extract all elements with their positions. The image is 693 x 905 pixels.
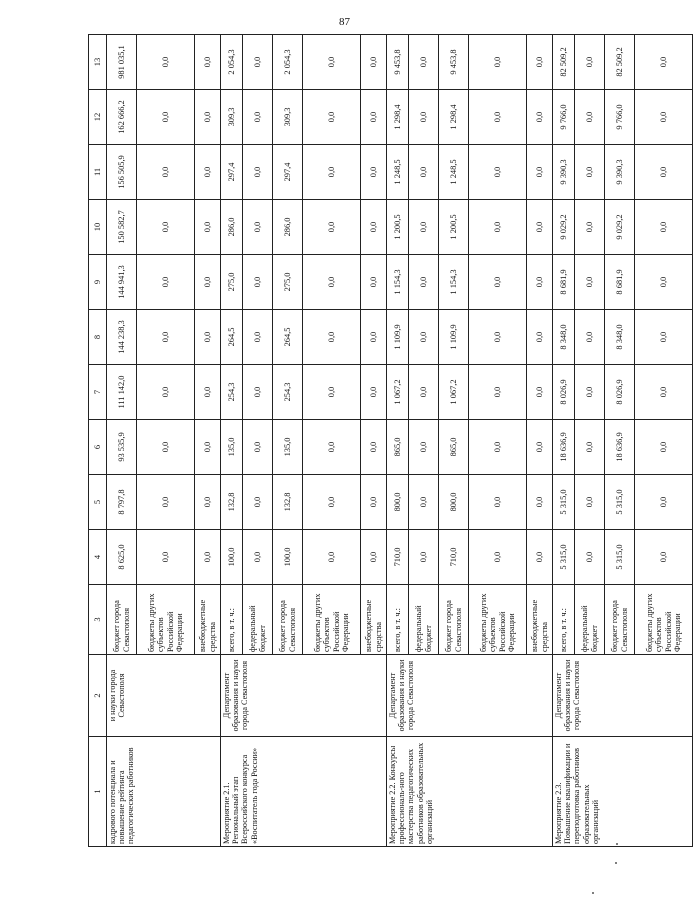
funding-source-cell: бюджеты других субъектов Российской Федерации (137, 585, 195, 655)
value-cell: 264,5 (221, 310, 243, 365)
value-cell: 132,8 (221, 475, 243, 530)
value-cell: 0,0 (195, 200, 221, 255)
value-cell: 5 315,0 (553, 475, 575, 530)
value-cell: 9 029,2 (605, 200, 635, 255)
value-cell: 297,4 (273, 145, 303, 200)
value-cell: 1 200,5 (387, 200, 409, 255)
value-cell: 0,0 (303, 530, 361, 585)
funding-source-cell: бюджет города Севастополя (605, 585, 635, 655)
value-cell: 0,0 (137, 310, 195, 365)
value-cell: 8 681,9 (553, 255, 575, 310)
value-cell: 100,0 (221, 530, 243, 585)
value-cell: 0,0 (303, 475, 361, 530)
value-cell: 8 026,9 (553, 365, 575, 420)
value-cell: 981 035,1 (107, 35, 137, 90)
value-cell: 254,3 (221, 365, 243, 420)
value-cell: 8 348,0 (605, 310, 635, 365)
value-cell: 135,0 (221, 420, 243, 475)
value-cell: 286,0 (221, 200, 243, 255)
scan-speck (615, 862, 617, 864)
funding-source-cell: всего, в т. ч.: (387, 585, 409, 655)
value-cell: 297,4 (221, 145, 243, 200)
value-cell: 0,0 (303, 255, 361, 310)
value-cell: 9 766,0 (553, 90, 575, 145)
value-cell: 0,0 (243, 200, 273, 255)
value-cell: 0,0 (137, 200, 195, 255)
value-cell: 710,0 (439, 530, 469, 585)
value-cell: 0,0 (195, 90, 221, 145)
value-cell: 0,0 (409, 255, 439, 310)
activity-name-cell: Мероприятие 2.3. Повышение квалификации и переподготовка работников образовательных организаций (553, 737, 693, 847)
value-cell: 0,0 (195, 310, 221, 365)
value-cell: 0,0 (361, 365, 387, 420)
value-cell: 0,0 (243, 475, 273, 530)
value-cell: 0,0 (303, 200, 361, 255)
value-cell: 254,3 (273, 365, 303, 420)
value-cell: 0,0 (635, 200, 693, 255)
column-header: 10 (89, 200, 107, 255)
value-cell: 0,0 (137, 420, 195, 475)
value-cell: 0,0 (243, 530, 273, 585)
value-cell: 144 238,3 (107, 310, 137, 365)
value-cell: 0,0 (527, 255, 553, 310)
value-cell: 0,0 (243, 90, 273, 145)
value-cell: 18 636,9 (605, 420, 635, 475)
funding-source-cell: бюджет города Севастополя (273, 585, 303, 655)
value-cell: 93 535,9 (107, 420, 137, 475)
value-cell: 0,0 (469, 90, 527, 145)
value-cell: 0,0 (409, 35, 439, 90)
budget-table (88, 34, 693, 847)
value-cell: 0,0 (469, 310, 527, 365)
value-cell: 132,8 (273, 475, 303, 530)
value-cell: 0,0 (527, 145, 553, 200)
funding-source-cell: бюджеты других субъектов Российской Федерации (303, 585, 361, 655)
value-cell: 100,0 (273, 530, 303, 585)
column-header: 9 (89, 255, 107, 310)
value-cell: 0,0 (469, 35, 527, 90)
value-cell: 5 315,0 (605, 530, 635, 585)
value-cell: 0,0 (575, 420, 605, 475)
value-cell: 1 154,3 (439, 255, 469, 310)
scan-speck (592, 892, 594, 894)
value-cell: 0,0 (409, 475, 439, 530)
value-cell: 0,0 (575, 530, 605, 585)
value-cell: 1 109,9 (387, 310, 409, 365)
value-cell: 0,0 (469, 365, 527, 420)
funding-source-cell: всего, в т. ч.: (221, 585, 243, 655)
value-cell: 9 029,2 (553, 200, 575, 255)
value-cell: 0,0 (469, 530, 527, 585)
column-header: 8 (89, 310, 107, 365)
column-header: 11 (89, 145, 107, 200)
value-cell: 0,0 (409, 200, 439, 255)
value-cell: 9 390,3 (553, 145, 575, 200)
value-cell: 0,0 (303, 145, 361, 200)
page-number: 87 (339, 16, 350, 28)
value-cell: 0,0 (527, 310, 553, 365)
value-cell: 9 390,3 (605, 145, 635, 200)
value-cell: 0,0 (575, 475, 605, 530)
value-cell: 0,0 (575, 365, 605, 420)
value-cell: 8 348,0 (553, 310, 575, 365)
value-cell: 135,0 (273, 420, 303, 475)
value-cell: 0,0 (195, 475, 221, 530)
value-cell: 0,0 (635, 90, 693, 145)
value-cell: 0,0 (409, 420, 439, 475)
value-cell: 9 453,8 (387, 35, 409, 90)
value-cell: 0,0 (635, 310, 693, 365)
value-cell: 0,0 (303, 420, 361, 475)
value-cell: 865,0 (439, 420, 469, 475)
value-cell: 0,0 (469, 475, 527, 530)
value-cell: 0,0 (195, 365, 221, 420)
funding-source-cell: бюджет города Севастополя (107, 585, 137, 655)
value-cell: 0,0 (635, 365, 693, 420)
value-cell: 0,0 (469, 200, 527, 255)
value-cell: 0,0 (303, 90, 361, 145)
value-cell: 0,0 (527, 365, 553, 420)
value-cell: 0,0 (243, 310, 273, 365)
value-cell: 5 315,0 (605, 475, 635, 530)
funding-source-cell: внебюджетные средства (527, 585, 553, 655)
value-cell: 82 509,2 (553, 35, 575, 90)
executor-cell: Департамент образования и науки города Севастополя (553, 655, 693, 737)
value-cell: 0,0 (361, 530, 387, 585)
value-cell: 1 067,2 (387, 365, 409, 420)
value-cell: 0,0 (361, 200, 387, 255)
value-cell: 2 054,3 (273, 35, 303, 90)
value-cell: 0,0 (303, 35, 361, 90)
value-cell: 0,0 (195, 145, 221, 200)
column-header: 2 (89, 655, 107, 737)
funding-source-cell: внебюджетные средства (195, 585, 221, 655)
value-cell: 0,0 (409, 90, 439, 145)
value-cell: 0,0 (527, 90, 553, 145)
header-row (89, 35, 107, 847)
executor-cell: Департамент образования и науки города Севастополя (387, 655, 553, 737)
value-cell: 1 298,4 (387, 90, 409, 145)
value-cell: 1 109,9 (439, 310, 469, 365)
value-cell: 264,5 (273, 310, 303, 365)
funding-source-cell: бюджет города Севастополя (439, 585, 469, 655)
column-header: 5 (89, 475, 107, 530)
value-cell: 0,0 (575, 35, 605, 90)
value-cell: 0,0 (469, 420, 527, 475)
value-cell: 0,0 (361, 420, 387, 475)
value-cell: 1 248,5 (439, 145, 469, 200)
value-cell: 0,0 (575, 200, 605, 255)
column-header: 4 (89, 530, 107, 585)
value-cell: 8 797,8 (107, 475, 137, 530)
value-cell: 0,0 (635, 420, 693, 475)
table-body (89, 35, 693, 847)
funding-source-cell: федеральный бюджет (409, 585, 439, 655)
funding-source-cell: федеральный бюджет (243, 585, 273, 655)
value-cell: 82 509,2 (605, 35, 635, 90)
value-cell: 0,0 (575, 145, 605, 200)
table-row (107, 35, 137, 847)
value-cell: 9 453,8 (439, 35, 469, 90)
value-cell: 8 625,0 (107, 530, 137, 585)
value-cell: 0,0 (635, 255, 693, 310)
value-cell: 0,0 (137, 530, 195, 585)
value-cell: 0,0 (469, 145, 527, 200)
value-cell: 144 941,3 (107, 255, 137, 310)
column-header: 7 (89, 365, 107, 420)
value-cell: 275,0 (221, 255, 243, 310)
value-cell: 0,0 (361, 475, 387, 530)
funding-source-cell: внебюджетные средства (361, 585, 387, 655)
column-header: 13 (89, 35, 107, 90)
value-cell: 1 298,4 (439, 90, 469, 145)
value-cell: 18 636,9 (553, 420, 575, 475)
value-cell: 865,0 (387, 420, 409, 475)
value-cell: 2 054,3 (221, 35, 243, 90)
value-cell: 0,0 (195, 530, 221, 585)
value-cell: 0,0 (527, 475, 553, 530)
table-row (387, 35, 409, 847)
value-cell: 0,0 (575, 310, 605, 365)
value-cell: 0,0 (243, 255, 273, 310)
executor-cell: и науки города Севастополя (107, 655, 221, 737)
activity-name-cell: кадрового потенциала и повышение рейтинга педагогических работников (107, 737, 221, 847)
value-cell: 0,0 (195, 35, 221, 90)
value-cell: 309,3 (273, 90, 303, 145)
value-cell: 0,0 (409, 365, 439, 420)
value-cell: 1 154,3 (387, 255, 409, 310)
value-cell: 0,0 (361, 145, 387, 200)
funding-source-cell: бюджеты других субъектов Российской Федерации (635, 585, 693, 655)
value-cell: 286,0 (273, 200, 303, 255)
value-cell: 150 582,7 (107, 200, 137, 255)
column-header: 6 (89, 420, 107, 475)
value-cell: 111 142,0 (107, 365, 137, 420)
value-cell: 0,0 (361, 310, 387, 365)
value-cell: 0,0 (137, 90, 195, 145)
rotated-table-frame (88, 35, 682, 847)
executor-cell: Департамент образования и науки города Севастополя (221, 655, 387, 737)
value-cell: 0,0 (243, 145, 273, 200)
value-cell: 0,0 (137, 255, 195, 310)
value-cell: 1 248,5 (387, 145, 409, 200)
table-row (553, 35, 575, 847)
value-cell: 0,0 (527, 35, 553, 90)
value-cell: 0,0 (469, 255, 527, 310)
value-cell: 5 315,0 (553, 530, 575, 585)
column-header: 12 (89, 90, 107, 145)
value-cell: 0,0 (575, 255, 605, 310)
activity-name-cell: Мероприятие 2.2. Конкурсы профессиональ-ного мастерства педагогических работников образовательных организаций (387, 737, 553, 847)
value-cell: 0,0 (137, 145, 195, 200)
value-cell: 156 505,9 (107, 145, 137, 200)
value-cell: 800,0 (439, 475, 469, 530)
value-cell: 0,0 (635, 475, 693, 530)
table-row (221, 35, 243, 847)
value-cell: 162 666,2 (107, 90, 137, 145)
value-cell: 8 026,9 (605, 365, 635, 420)
value-cell: 0,0 (137, 35, 195, 90)
value-cell: 0,0 (527, 200, 553, 255)
value-cell: 0,0 (409, 310, 439, 365)
value-cell: 0,0 (635, 530, 693, 585)
value-cell: 710,0 (387, 530, 409, 585)
value-cell: 0,0 (195, 420, 221, 475)
value-cell: 0,0 (303, 365, 361, 420)
column-header: 1 (89, 737, 107, 847)
value-cell: 0,0 (361, 90, 387, 145)
value-cell: 0,0 (137, 475, 195, 530)
value-cell: 8 681,9 (605, 255, 635, 310)
value-cell: 0,0 (243, 35, 273, 90)
value-cell: 0,0 (409, 145, 439, 200)
value-cell: 0,0 (303, 310, 361, 365)
value-cell: 800,0 (387, 475, 409, 530)
funding-source-cell: всего, в т. ч.: (553, 585, 575, 655)
value-cell: 0,0 (527, 530, 553, 585)
value-cell: 9 766,0 (605, 90, 635, 145)
value-cell: 275,0 (273, 255, 303, 310)
value-cell: 1 067,2 (439, 365, 469, 420)
value-cell: 309,3 (221, 90, 243, 145)
activity-name-cell: Мероприятие 2.1. Региональный этап Всероссийского конкурса «Воспитатель года России» (221, 737, 387, 847)
funding-source-cell: федеральный бюджет (575, 585, 605, 655)
value-cell: 0,0 (575, 90, 605, 145)
funding-source-cell: бюджеты других субъектов Российской Федерации (469, 585, 527, 655)
value-cell: 0,0 (527, 420, 553, 475)
value-cell: 0,0 (137, 365, 195, 420)
value-cell: 0,0 (361, 255, 387, 310)
value-cell: 0,0 (243, 365, 273, 420)
column-header: 3 (89, 585, 107, 655)
value-cell: 0,0 (409, 530, 439, 585)
value-cell: 1 200,5 (439, 200, 469, 255)
value-cell: 0,0 (243, 420, 273, 475)
value-cell: 0,0 (361, 35, 387, 90)
value-cell: 0,0 (635, 145, 693, 200)
value-cell: 0,0 (195, 255, 221, 310)
value-cell: 0,0 (635, 35, 693, 90)
